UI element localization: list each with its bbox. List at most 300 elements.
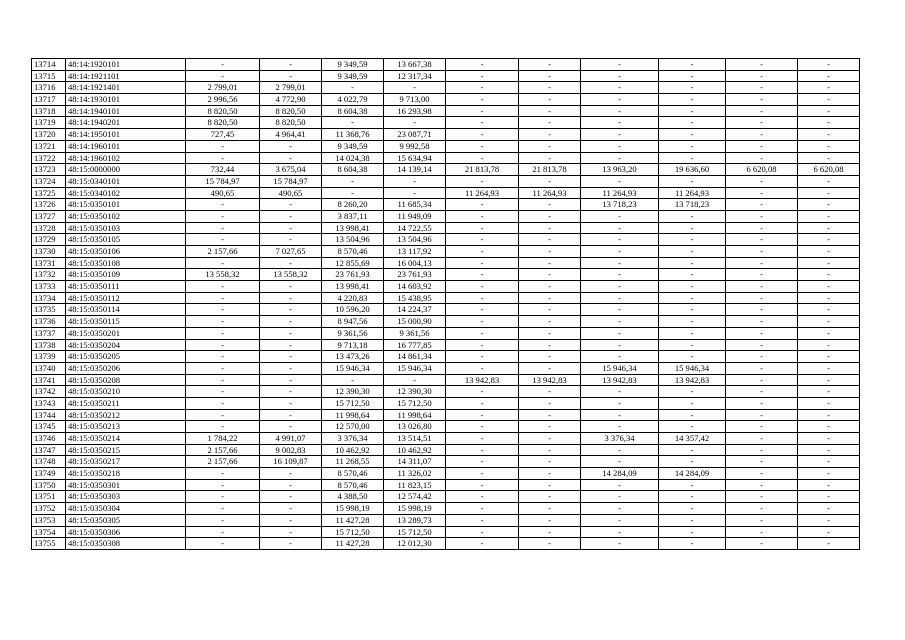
cell-col-5: -	[446, 222, 519, 234]
cell-col-9: -	[726, 374, 798, 386]
cell-col-2: 8 820,50	[260, 105, 322, 117]
cell-col-2: -	[260, 479, 322, 491]
cell-col-9: -	[726, 292, 798, 304]
table-row	[32, 281, 860, 293]
cell-col-1: 8 820,50	[186, 117, 260, 129]
cell-col-6: -	[519, 175, 581, 187]
cell-row-number: 13747	[32, 444, 66, 456]
cell-col-7: -	[581, 456, 659, 468]
cell-col-4: 12 390,30	[384, 386, 446, 398]
table-row	[32, 269, 860, 281]
cell-row-number: 13721	[32, 140, 66, 152]
cell-cadastral-code: 48:14:1921401	[66, 82, 186, 94]
cell-col-6: -	[519, 433, 581, 445]
table-row	[32, 503, 860, 515]
cell-col-9: -	[726, 234, 798, 246]
cell-row-number: 13740	[32, 362, 66, 374]
cell-row-number: 13732	[32, 269, 66, 281]
cell-row-number: 13730	[32, 246, 66, 258]
cell-col-9: -	[726, 491, 798, 503]
cell-col-2: -	[260, 210, 322, 222]
cell-col-1: -	[186, 257, 260, 269]
cell-row-number: 13733	[32, 281, 66, 293]
cell-col-9: -	[726, 444, 798, 456]
cell-col-6: -	[519, 70, 581, 82]
cell-col-5: 11 264,93	[446, 187, 519, 199]
cell-col-6: -	[519, 269, 581, 281]
cell-col-3: 8 604,38	[322, 164, 384, 176]
cell-col-3: 9 349,59	[322, 140, 384, 152]
cell-cadastral-code: 48:14:1930101	[66, 94, 186, 106]
cell-row-number: 13719	[32, 117, 66, 129]
cell-col-3: 15 712,50	[322, 526, 384, 538]
cell-col-6: -	[519, 140, 581, 152]
cell-col-4: 13 026,80	[384, 421, 446, 433]
cell-col-6: -	[519, 304, 581, 316]
cell-col-4: 15 712,50	[384, 397, 446, 409]
cell-col-9: -	[726, 433, 798, 445]
cell-col-6: -	[519, 468, 581, 480]
cell-col-6: -	[519, 503, 581, 515]
cell-col-2: 7 027,65	[260, 246, 322, 258]
cell-col-4: 11 685,34	[384, 199, 446, 211]
cell-row-number: 13746	[32, 433, 66, 445]
cell-col-3: 15 998,19	[322, 503, 384, 515]
cell-col-8: 13 718,23	[659, 199, 726, 211]
cell-col-1: 2 799,01	[186, 82, 260, 94]
cell-col-6: -	[519, 362, 581, 374]
cell-col-8: -	[659, 105, 726, 117]
cell-col-7: -	[581, 327, 659, 339]
cell-col-9: -	[726, 187, 798, 199]
table-row	[32, 175, 860, 187]
cell-col-5: -	[446, 456, 519, 468]
table-row	[32, 246, 860, 258]
cell-cadastral-code: 48:15:0000000	[66, 164, 186, 176]
table-row	[32, 129, 860, 141]
cell-col-7: -	[581, 316, 659, 328]
cell-col-1: 2 996,56	[186, 94, 260, 106]
cell-col-7: -	[581, 94, 659, 106]
cell-col-5: 13 942,83	[446, 374, 519, 386]
cell-col-9: -	[726, 59, 798, 71]
cell-col-8: -	[659, 70, 726, 82]
cell-col-4: 15 946,34	[384, 362, 446, 374]
table-row	[32, 421, 860, 433]
cell-cadastral-code: 48:14:1960101	[66, 140, 186, 152]
cell-col-2: -	[260, 292, 322, 304]
cell-col-7: -	[581, 292, 659, 304]
cell-cadastral-code: 48:14:1960102	[66, 152, 186, 164]
cell-col-8: -	[659, 152, 726, 164]
cell-col-10: -	[798, 210, 860, 222]
cell-col-3: 12 855,69	[322, 257, 384, 269]
cell-col-5: -	[446, 514, 519, 526]
table-row	[32, 187, 860, 199]
cell-col-7: 3 376,34	[581, 433, 659, 445]
cell-col-10: -	[798, 199, 860, 211]
cell-col-10: -	[798, 292, 860, 304]
cell-row-number: 13744	[32, 409, 66, 421]
cell-cadastral-code: 48:15:0350217	[66, 456, 186, 468]
table-row	[32, 304, 860, 316]
cell-col-5: -	[446, 269, 519, 281]
cell-row-number: 13716	[32, 82, 66, 94]
cell-cadastral-code: 48:15:0350112	[66, 292, 186, 304]
cell-col-8: -	[659, 503, 726, 515]
cell-col-2: 3 675,04	[260, 164, 322, 176]
cell-col-4: 14 861,34	[384, 351, 446, 363]
cell-col-4: -	[384, 117, 446, 129]
cell-col-1: -	[186, 316, 260, 328]
cell-col-2: -	[260, 362, 322, 374]
cell-col-7: 14 284,09	[581, 468, 659, 480]
cell-col-6: -	[519, 351, 581, 363]
table-row	[32, 82, 860, 94]
cell-col-2: -	[260, 491, 322, 503]
cell-col-10: -	[798, 538, 860, 550]
cell-col-5: -	[446, 339, 519, 351]
cell-col-10: -	[798, 491, 860, 503]
cell-col-7: -	[581, 257, 659, 269]
cell-col-6: -	[519, 105, 581, 117]
cell-col-8: -	[659, 175, 726, 187]
cell-col-6: -	[519, 152, 581, 164]
cell-col-1: -	[186, 468, 260, 480]
cell-row-number: 13724	[32, 175, 66, 187]
cell-cadastral-code: 48:15:0350106	[66, 246, 186, 258]
cell-col-1: -	[186, 199, 260, 211]
cell-col-5: 21 813,78	[446, 164, 519, 176]
cell-col-5: -	[446, 140, 519, 152]
cell-col-10: -	[798, 526, 860, 538]
cell-cadastral-code: 48:15:0350211	[66, 397, 186, 409]
cell-row-number: 13722	[32, 152, 66, 164]
cell-cadastral-code: 48:15:0350208	[66, 374, 186, 386]
cell-col-6: -	[519, 327, 581, 339]
cell-cadastral-code: 48:15:0350210	[66, 386, 186, 398]
cell-col-7: -	[581, 105, 659, 117]
cell-row-number: 13735	[32, 304, 66, 316]
cell-col-3: 11 427,28	[322, 514, 384, 526]
table-row	[32, 456, 860, 468]
cell-col-8: -	[659, 526, 726, 538]
cell-col-6: -	[519, 491, 581, 503]
cell-col-10: -	[798, 514, 860, 526]
cell-col-2: -	[260, 503, 322, 515]
cell-col-9: -	[726, 339, 798, 351]
cell-col-10: -	[798, 339, 860, 351]
cell-col-8: 13 942,83	[659, 374, 726, 386]
cell-col-3: 12 570,00	[322, 421, 384, 433]
cell-col-8: -	[659, 479, 726, 491]
cell-col-9: -	[726, 152, 798, 164]
cell-col-9: -	[726, 222, 798, 234]
cell-col-5: -	[446, 538, 519, 550]
cell-col-1: -	[186, 281, 260, 293]
table-row	[32, 234, 860, 246]
cell-col-9: -	[726, 386, 798, 398]
cell-col-7: 13 718,23	[581, 199, 659, 211]
cell-col-3: 23 761,93	[322, 269, 384, 281]
cell-col-7: -	[581, 479, 659, 491]
cell-col-8: -	[659, 351, 726, 363]
cell-cadastral-code: 48:15:0350109	[66, 269, 186, 281]
cell-row-number: 13738	[32, 339, 66, 351]
cell-col-5: -	[446, 491, 519, 503]
table-row	[32, 362, 860, 374]
cell-col-10: -	[798, 94, 860, 106]
cell-col-1: -	[186, 538, 260, 550]
cell-col-9: -	[726, 281, 798, 293]
cell-cadastral-code: 48:15:0350218	[66, 468, 186, 480]
cell-col-7: -	[581, 281, 659, 293]
cell-cadastral-code: 48:15:0350101	[66, 199, 186, 211]
cell-col-10: -	[798, 140, 860, 152]
cell-col-2: 4 991,07	[260, 433, 322, 445]
cell-col-8: -	[659, 82, 726, 94]
cell-cadastral-code: 48:14:1940201	[66, 117, 186, 129]
cell-col-10: -	[798, 246, 860, 258]
table-row	[32, 526, 860, 538]
cell-row-number: 13729	[32, 234, 66, 246]
cell-col-3: 3 837,11	[322, 210, 384, 222]
cell-col-4: 11 326,02	[384, 468, 446, 480]
cell-col-9: -	[726, 175, 798, 187]
cell-col-7: -	[581, 246, 659, 258]
cell-col-7: -	[581, 129, 659, 141]
cell-col-8: 15 946,34	[659, 362, 726, 374]
cell-col-1: -	[186, 210, 260, 222]
cell-cadastral-code: 48:15:0350206	[66, 362, 186, 374]
cell-col-9: -	[726, 409, 798, 421]
cell-col-2: -	[260, 339, 322, 351]
cell-col-4: 14 603,92	[384, 281, 446, 293]
cell-col-8: 14 357,42	[659, 433, 726, 445]
cell-cadastral-code: 48:15:0350115	[66, 316, 186, 328]
cell-col-5: -	[446, 433, 519, 445]
cell-col-7: -	[581, 409, 659, 421]
cell-col-6: -	[519, 257, 581, 269]
cell-col-1: -	[186, 503, 260, 515]
table-row	[32, 70, 860, 82]
cell-col-9: -	[726, 129, 798, 141]
cell-col-6: 21 813,78	[519, 164, 581, 176]
cell-col-8: -	[659, 210, 726, 222]
cell-col-3: 8 604,38	[322, 105, 384, 117]
cell-col-2: -	[260, 397, 322, 409]
table-row	[32, 374, 860, 386]
cell-cadastral-code: 48:15:0340101	[66, 175, 186, 187]
cell-col-1: 15 784,97	[186, 175, 260, 187]
cell-cadastral-code: 48:15:0350111	[66, 281, 186, 293]
cell-col-9: -	[726, 82, 798, 94]
cell-row-number: 13739	[32, 351, 66, 363]
cell-col-9: -	[726, 94, 798, 106]
cell-col-4: 15 712,50	[384, 526, 446, 538]
cell-col-10: -	[798, 59, 860, 71]
cell-row-number: 13715	[32, 70, 66, 82]
cell-col-2: 4 964,41	[260, 129, 322, 141]
cell-col-2: -	[260, 199, 322, 211]
cell-col-4: 14 722,55	[384, 222, 446, 234]
cell-col-5: -	[446, 199, 519, 211]
cell-col-2: -	[260, 222, 322, 234]
cell-col-7: -	[581, 59, 659, 71]
cell-col-7: 11 264,93	[581, 187, 659, 199]
cell-col-9: -	[726, 456, 798, 468]
cell-col-5: -	[446, 526, 519, 538]
cell-col-9: -	[726, 246, 798, 258]
cell-col-9: -	[726, 362, 798, 374]
cell-cadastral-code: 48:15:0350306	[66, 526, 186, 538]
cell-col-8: -	[659, 234, 726, 246]
cell-col-7: -	[581, 386, 659, 398]
cell-col-6: -	[519, 386, 581, 398]
cell-col-6: -	[519, 292, 581, 304]
cell-col-3: -	[322, 117, 384, 129]
cell-col-1: 490,65	[186, 187, 260, 199]
cell-cadastral-code: 48:15:0350215	[66, 444, 186, 456]
table-row	[32, 59, 860, 71]
cell-col-10: -	[798, 433, 860, 445]
cell-col-2: -	[260, 316, 322, 328]
cell-col-10: -	[798, 82, 860, 94]
cell-col-6: -	[519, 397, 581, 409]
cell-col-8: -	[659, 269, 726, 281]
cell-col-2: -	[260, 468, 322, 480]
cell-col-8: -	[659, 304, 726, 316]
cell-col-2: -	[260, 421, 322, 433]
cell-col-2: 4 772,90	[260, 94, 322, 106]
cell-col-2: -	[260, 386, 322, 398]
table-body	[32, 59, 860, 550]
cell-col-3: -	[322, 374, 384, 386]
cell-col-3: 10 462,92	[322, 444, 384, 456]
cell-col-7: -	[581, 210, 659, 222]
table-row	[32, 222, 860, 234]
cell-col-4: 13 289,73	[384, 514, 446, 526]
cell-col-9: -	[726, 327, 798, 339]
cell-col-6: -	[519, 339, 581, 351]
table-row	[32, 327, 860, 339]
cell-cadastral-code: 48:15:0350213	[66, 421, 186, 433]
cell-col-3: 12 390,30	[322, 386, 384, 398]
cell-cadastral-code: 48:15:0350103	[66, 222, 186, 234]
cell-col-5: -	[446, 281, 519, 293]
cell-col-8: -	[659, 327, 726, 339]
cell-col-7: -	[581, 421, 659, 433]
cell-col-2: -	[260, 281, 322, 293]
cell-col-7: -	[581, 514, 659, 526]
cell-col-4: 13 117,92	[384, 246, 446, 258]
cell-col-1: -	[186, 70, 260, 82]
cell-cadastral-code: 48:14:1921101	[66, 70, 186, 82]
table-row	[32, 117, 860, 129]
cell-col-9: -	[726, 514, 798, 526]
cell-col-5: -	[446, 503, 519, 515]
table-row	[32, 199, 860, 211]
cell-col-6: -	[519, 82, 581, 94]
cell-col-4: 15 000,90	[384, 316, 446, 328]
table-row	[32, 152, 860, 164]
cell-col-9: -	[726, 199, 798, 211]
cell-col-8: -	[659, 444, 726, 456]
cell-col-10: -	[798, 269, 860, 281]
cell-col-10: -	[798, 362, 860, 374]
cell-col-3: 13 504,96	[322, 234, 384, 246]
cell-cadastral-code: 48:15:0350102	[66, 210, 186, 222]
cell-col-7: -	[581, 140, 659, 152]
cell-col-2: 8 820,50	[260, 117, 322, 129]
cell-cadastral-code: 48:15:0350303	[66, 491, 186, 503]
cell-col-1: -	[186, 292, 260, 304]
cell-col-4: 15 438,95	[384, 292, 446, 304]
table-row	[32, 514, 860, 526]
cell-col-7: -	[581, 175, 659, 187]
cell-col-2: 16 109,87	[260, 456, 322, 468]
cell-col-4: 16 004,13	[384, 257, 446, 269]
cell-col-8: -	[659, 421, 726, 433]
cell-col-4: 10 462,92	[384, 444, 446, 456]
cell-col-5: -	[446, 316, 519, 328]
cell-row-number: 13748	[32, 456, 66, 468]
cell-col-4: 14 311,07	[384, 456, 446, 468]
cell-col-5: -	[446, 421, 519, 433]
cell-col-8: -	[659, 397, 726, 409]
cell-col-8: -	[659, 257, 726, 269]
cell-col-10: -	[798, 105, 860, 117]
cell-col-2: -	[260, 304, 322, 316]
cell-col-5: -	[446, 94, 519, 106]
cell-row-number: 13736	[32, 316, 66, 328]
cell-cadastral-code: 48:15:0350114	[66, 304, 186, 316]
cell-col-1: -	[186, 374, 260, 386]
cell-cadastral-code: 48:15:0340102	[66, 187, 186, 199]
table-row	[32, 339, 860, 351]
cell-row-number: 13737	[32, 327, 66, 339]
cell-row-number: 13731	[32, 257, 66, 269]
cell-col-5: -	[446, 479, 519, 491]
cell-col-3: 9 349,59	[322, 70, 384, 82]
cell-col-5: -	[446, 234, 519, 246]
table-row	[32, 257, 860, 269]
cell-col-10: -	[798, 175, 860, 187]
cell-col-10: -	[798, 456, 860, 468]
cell-col-4: 14 224,37	[384, 304, 446, 316]
cell-cadastral-code: 48:15:0350201	[66, 327, 186, 339]
cell-col-4: 16 777,85	[384, 339, 446, 351]
cell-col-1: -	[186, 351, 260, 363]
cell-col-1: -	[186, 304, 260, 316]
cell-col-9: -	[726, 479, 798, 491]
table-row	[32, 468, 860, 480]
cell-col-8: -	[659, 491, 726, 503]
cell-col-2: -	[260, 70, 322, 82]
cell-row-number: 13754	[32, 526, 66, 538]
cell-cadastral-code: 48:15:0350212	[66, 409, 186, 421]
cell-col-9: -	[726, 468, 798, 480]
table-row	[32, 316, 860, 328]
cell-col-2: -	[260, 257, 322, 269]
cell-cadastral-code: 48:15:0350304	[66, 503, 186, 515]
cell-col-9: -	[726, 526, 798, 538]
cell-col-6: -	[519, 538, 581, 550]
cell-col-6: -	[519, 59, 581, 71]
cell-col-8: -	[659, 222, 726, 234]
cell-col-10: -	[798, 257, 860, 269]
cell-col-5: -	[446, 82, 519, 94]
